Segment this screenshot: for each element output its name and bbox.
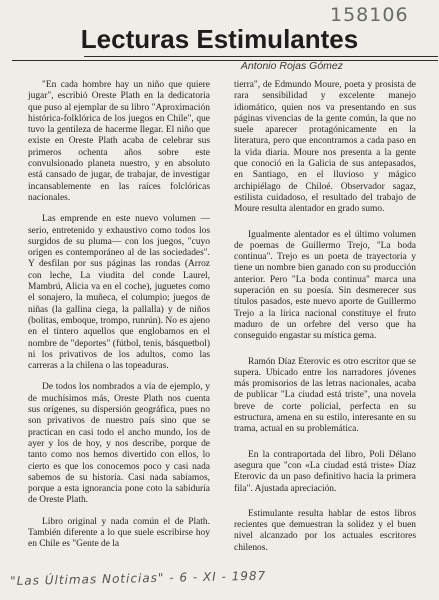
paragraph: De todos los nombrados a vía de ejemplo, y de muchísimos más, Oreste Plath nos cuenta sus orígenes, su dispersión geográfica, pues no son privativos de nuestro país sino que se practican en casi todo el ancho mundo, los de ayer y los de hoy, y nos describe, porque de tanto como nos hemos divertido con ellos, lo cierto es que los conocemos poco y casi nada sabemos de su historia. Casi nada sabíamos, porque a esta ignorancia pone coto la sabiduría de Oreste Plath.	[28, 382, 210, 506]
archive-number: 158106	[330, 4, 409, 26]
right-column	[234, 80, 416, 561]
article-title: Lecturas Estimulantes	[80, 24, 359, 54]
left-column	[28, 80, 210, 558]
paragraph: En la contraportada del libro, Poli Délano asegura que "con «La ciudad está triste» Díaz Eterovic da un paso definitivo hacia la primera fila". Ajustada apreciación.	[234, 449, 416, 494]
paragraph: "En cada hombre hay un niño que quiere jugar", escribió Oreste Plath en la dedicatoria que puso al ejemplar de su libro "Aproximación histórica-folklórica de los juegos en Chile", que tuvo la gentileza de hacerme llegar. El niño que existe en Oreste Plath acaba de celebrar sus primeros ochenta años sobre este convulsionado planeta nuestro, y en absoluto está cansado de jugar, de trabajar, de investigar incansablemente en las raíces folclóricas nacionales.	[28, 80, 210, 203]
article-author: Antonio Rojas Gómez	[240, 60, 343, 72]
paragraph: Estimulante resulta hablar de estos libros recientes que demuestran la solidez y el buen nivel alcanzado por los actuales escritores chilenos.	[234, 508, 416, 553]
paragraph: Ramón Díaz Eterovic es otro escritor que se supera. Ubicado entre los narradores jóvenes más promisorios de las letras nacionales, acaba de publicar "La ciudad está triste", una novela breve de corte policial, perfecta en su estructura, amena en su estilo, interesante en su trama, actual en su problemática.	[234, 356, 416, 435]
paragraph: Igualmente alentador es el último volumen de poemas de Guillermo Trejo, "La boda continua". Trejo es un poeta de trayectoria y tiene un nombre bien ganado con su producción anterior. Pero "La boda continua" marca una superación en su poesía. Sin desmerecer sus títulos pasados, este nuevo aporte de Guillermo Trejo a la lírica nacional constituye el fruto maduro de un orfebre del verso que ha conseguido engastar su mística gema.	[234, 229, 416, 342]
paragraph: Libro original y nada común el de Plath. También diferente a lo que suele escribirse hoy en Chile es "Gente de la	[28, 516, 210, 550]
paragraph: tierra", de Edmundo Moure, poeta y prosista de rara sensibilidad y excelente manejo idiomático, quien nos va presentando en sus páginas vivencias de la gente común, la que no suele aparecer protagónicamente en la literatura, pero que encontramos a cada paso en la vida diaria. Moure nos presenta a la gente que conoció en la Galicia de sus antepasados, en Santiago, en el lluvioso y mágico archipiélago de Chiloé. Observador sagaz, estilista cuidadoso, el resultado del trabajo de Moure resulta alentador en grado sumo.	[234, 80, 416, 215]
title-rule	[84, 56, 438, 57]
byline-rule	[12, 60, 438, 61]
handwritten-source-note: "Las Últimas Noticias" - 6 - XI - 1987	[10, 568, 267, 588]
paragraph: Las emprende en este nuevo volumen —serio, entretenido y exhaustivo como todos los surgidos de su pluma— con los juegos, "cuyo origen es contemporáneo al de las sociedades". Y desfilan por sus páginas las rondas (Arroz con leche, La viudita del conde Laurel, Mambrú, Alicia va en el coche), juguetes como el sonajero, la muñeca, el columpio; juegos de niñas (la gallina ciega, la pallalla) y de niños (bolitas, emboque, trompo, runrún). No es ajeno en el tintero aquellos que englobamos en el nombre de "deportes" (fútbol, tenis, básquetbol) ni los privativos de los adultos, como las carreras a la chilena o las topeaduras.	[28, 214, 210, 372]
